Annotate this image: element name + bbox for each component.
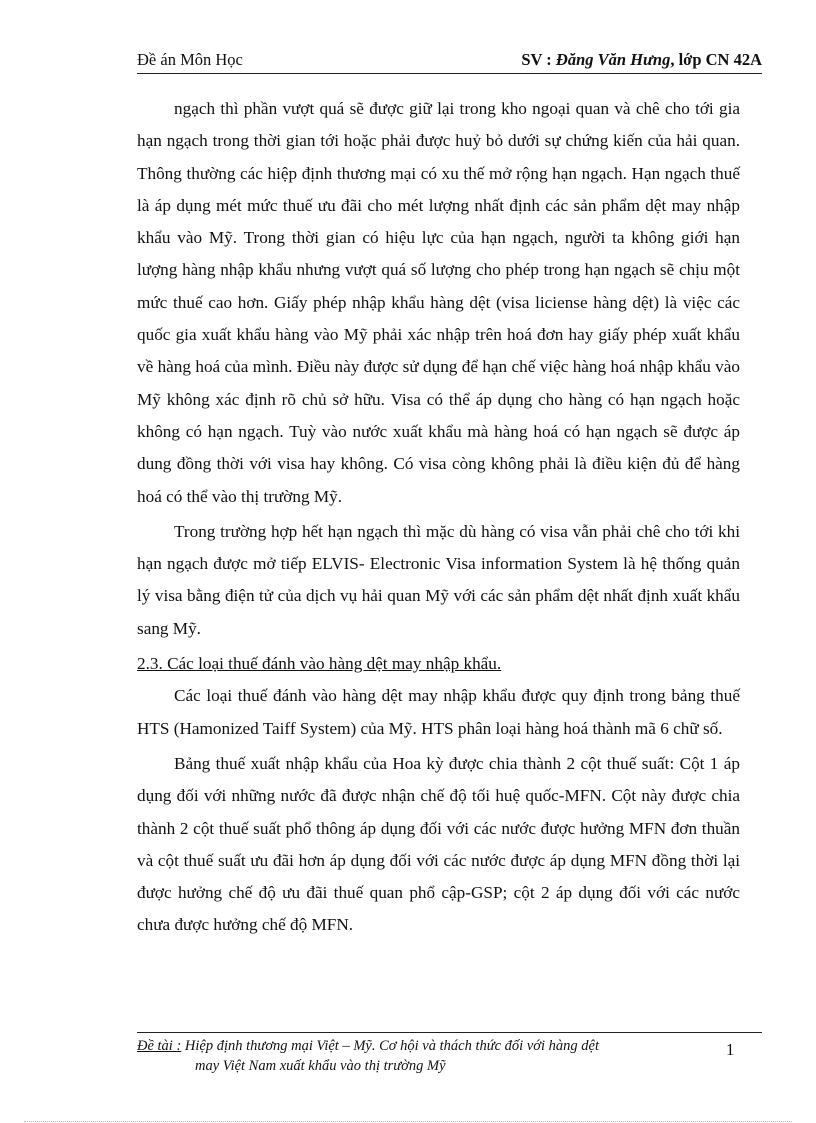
header-student-name: Đăng Văn Hưng [555, 50, 671, 69]
header-student-prefix: SV : [521, 50, 556, 69]
footer-topic-line2: may Việt Nam xuất khẩu vào thị trường Mỹ [195, 1058, 446, 1074]
footer-topic-label: Đề tài : [137, 1038, 182, 1054]
header-divider [137, 73, 762, 74]
page-number: 1 [726, 1040, 735, 1059]
header-student-info [521, 50, 762, 70]
body-paragraph: Các loại thuế đánh vào hàng dệt may nhập khẩu được quy định trong bảng thuế HTS (Hamonized Taiff System) của Mỹ. HTS phân loại hàng hoá thành mã 6 chữ số. [137, 686, 740, 738]
header-course-title: Đề án Môn Học [137, 50, 243, 69]
footer-topic-line1: Hiệp định thương mại Việt – Mỹ. Cơ hội và thách thức đối với hàng dệt [181, 1038, 600, 1054]
body-paragraph: ngạch thì phần vượt quá sẽ được giữ lại trong kho ngoại quan và chê cho tới gia hạn ngạch trong thời gian tới hoặc phải được huỷ bỏ dưới sự chứng kiến của hải quan. Thông thường các hiệp định thương mại có xu thế mở rộng hạn ngạch. Hạn ngạch thuế là áp dụng mét mức thuế ưu đãi cho mét lượng nhất định các sản phẩm dệt may nhập khẩu vào Mỹ. Trong thời gian có hiệu lực của hạn ngạch, người ta không giới hạn lượng hàng nhập khẩu nhưng vượt quá số lượng cho phép trong hạn ngạch sẽ chịu một mức thuế cao hơn. Giấy phép nhập khẩu hàng dệt (visa liciense hàng dệt) là việc các quốc gia xuất khẩu hàng vào Mỹ phải xác nhập trên hoá đơn hay giấy phép xuất khẩu về hàng hoá của mình. Điều này được sử dụng để hạn chế việc hàng hoá nhập khẩu vào Mỹ không xác định rõ chủ sở hữu. Visa có thể áp dụng cho hàng có hạn ngạch hoặc không có hạn ngạch. Tuỳ vào nước xuất khẩu mà hàng hoá có hạn ngạch sẽ được áp dung đồng thời với visa hay không. Có visa còng không phải là điều kiện đủ để hàng hoá có thể vào thị trường Mỹ. [137, 99, 740, 506]
header-student-class: , lớp CN 42A [670, 50, 762, 69]
page-footer [137, 1036, 717, 1076]
body-paragraph: Bảng thuế xuất nhập khẩu của Hoa kỳ được chia thành 2 cột thuế suất: Cột 1 áp dụng đối với những nước đã được nhận chế độ tối huệ quốc-MFN. Cột này được chia thành 2 cột thuế suất phổ thông áp dụng đối với các nước được hưởng MFN đơn thuần và cột thuế suất ưu đãi hơn áp dụng đối với các nước được áp dụng MFN đồng thời lại được hưởng chế độ ưu đãi thuế quan phổ cập-GSP; cột 2 áp dụng đối với các nước chưa được hưởng chế độ MFN. [137, 753, 740, 935]
section-heading: 2.3. Các loại thuế đánh vào hàng dệt may nhập khẩu. [137, 654, 502, 674]
page-bottom-border [24, 1121, 792, 1122]
body-paragraph: Trong trường hợp hết hạn ngạch thì mặc dù hàng có visa vẫn phải chê cho tới khi hạn ngạch được mở tiếp ELVIS- Electronic Visa information System là hệ thống quản lý visa bằng điện tử của dịch vụ hải quan Mỹ với các sản phẩm dệt nhất định xuất khẩu sang Mỹ. [137, 521, 740, 638]
document-body [137, 93, 740, 942]
footer-divider [137, 1032, 762, 1033]
page-header [137, 50, 762, 72]
